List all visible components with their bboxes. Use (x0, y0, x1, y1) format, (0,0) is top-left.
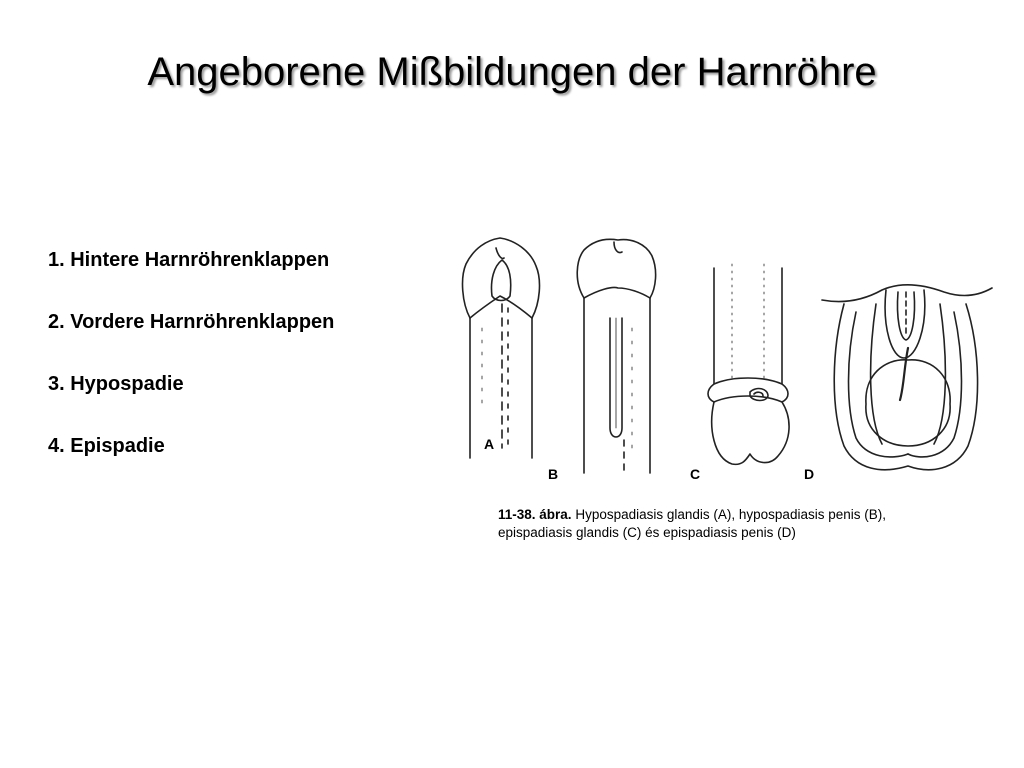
figure-caption (498, 506, 993, 542)
list-item-2: 2. Vordere Harnröhrenklappen (48, 311, 335, 333)
drawing-a (463, 238, 540, 458)
drawing-d (822, 285, 992, 470)
label-a: A (484, 436, 495, 452)
list-item-4: 4. Epispadie (48, 435, 165, 457)
drawing-b (577, 239, 655, 473)
label-d: D (804, 466, 815, 482)
caption-number: 11-38. ábra. (498, 507, 572, 522)
label-c: C (690, 466, 701, 482)
drawing-c (708, 264, 789, 464)
caption-line-1-text: Hypospadiasis glandis (A), hypospadiasis penis (B), (575, 507, 886, 522)
caption-line-1 (498, 506, 993, 524)
caption-line-2: epispadiasis glandis (C) és epispadiasis penis (D) (498, 525, 796, 540)
anatomy-figure (452, 208, 997, 558)
list-item-3: 3. Hypospadie (48, 373, 184, 395)
malformation-list (48, 246, 334, 494)
label-b: B (548, 466, 559, 482)
list-item-1: 1. Hintere Harnröhrenklappen (48, 249, 330, 271)
slide-title: Angeborene Mißbildungen der Harnröhre (147, 50, 877, 94)
